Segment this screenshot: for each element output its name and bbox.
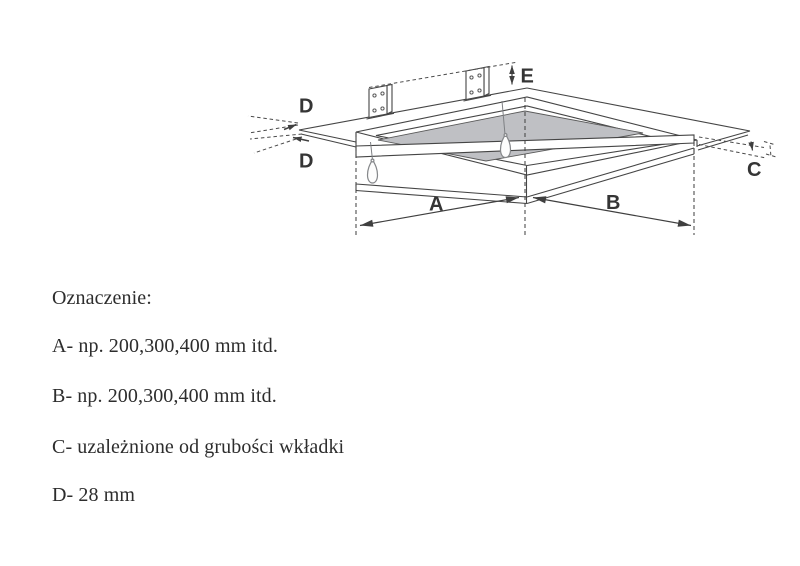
legend-item-c: C- uzależnione od grubości wkładki xyxy=(52,436,345,458)
dim-label-d-bottom: D xyxy=(299,150,314,173)
dimension-c xyxy=(699,137,778,181)
dimension-a xyxy=(360,194,519,226)
legend-item-a: A- np. 200,300,400 mm itd. xyxy=(52,335,278,357)
drop-handle xyxy=(368,159,378,183)
dim-label-d-top: D xyxy=(299,95,314,118)
dim-label-b: B xyxy=(606,192,621,214)
legend-item-d: D- 28 mm xyxy=(52,484,136,506)
dimension-b xyxy=(533,192,691,226)
legend-title: Oznaczenie: xyxy=(52,287,152,309)
dimension-d xyxy=(248,96,313,173)
mounting-bracket xyxy=(464,67,492,102)
dim-label-a: A xyxy=(429,193,444,216)
dimension-e xyxy=(369,62,534,88)
dim-label-e: E xyxy=(520,65,534,88)
dim-label-c: C xyxy=(747,159,762,181)
legend-item-b: B- np. 200,300,400 mm itd. xyxy=(52,385,277,407)
mounting-bracket xyxy=(367,85,395,120)
